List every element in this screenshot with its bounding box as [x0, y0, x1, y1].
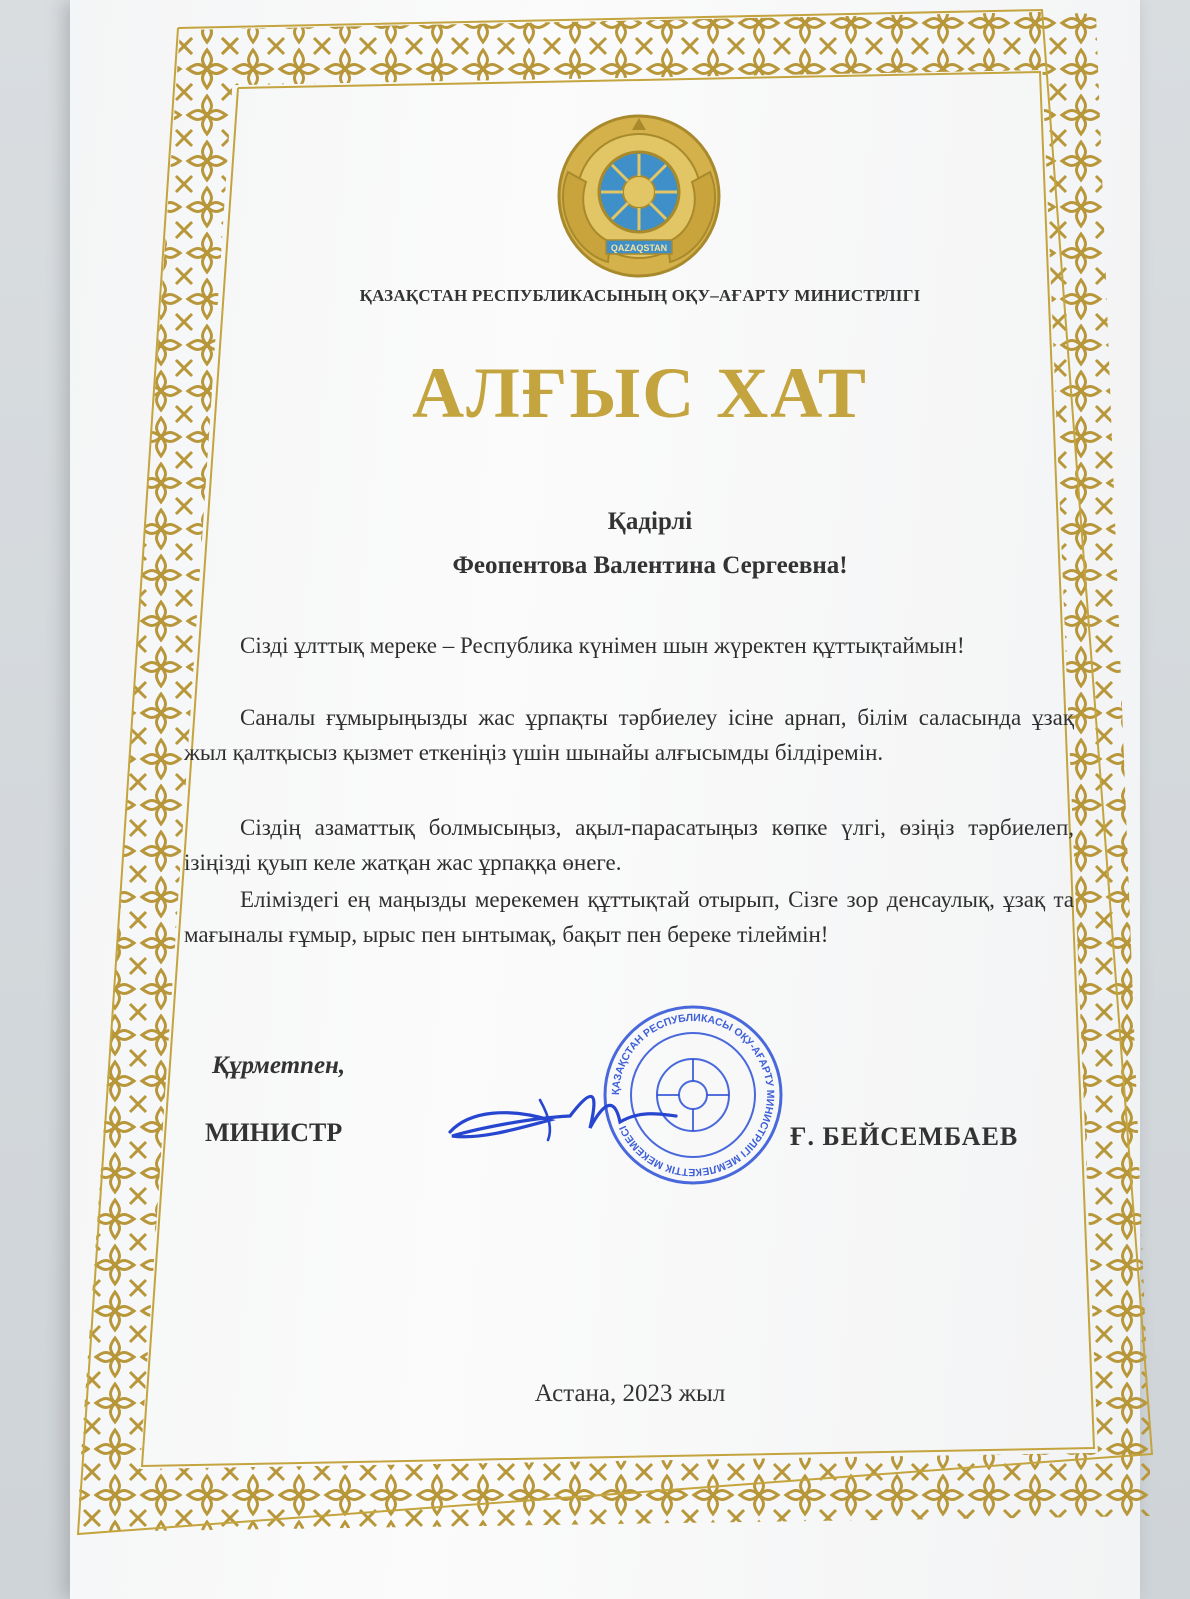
signer-name: Ғ. БЕЙСЕМБАЕВ: [790, 1122, 1019, 1151]
salutation-line-1: Қадірлі: [607, 508, 693, 535]
place-and-date: Астана, 2023 жыл: [534, 1380, 726, 1407]
body-paragraph-2: Саналы ғұмырыңызды жас ұрпақты тәрбиелеу ісіне арнап, білім саласында ұзақ жыл қалтқысыз қызмет еткеніңіз үшін шынайы алғысымды білдіремін.: [184, 705, 1074, 765]
ministry-header: ҚАЗАҚСТАН РЕСПУБЛИКАСЫНЫҢ ОҚУ–АҒАРТУ МИНИСТРЛІГІ: [359, 286, 921, 305]
closing-regards: Құрметпен,: [212, 1052, 346, 1079]
recipient-name: Феопентова Валентина Сергеевна!: [452, 552, 848, 579]
body-paragraph-4: Еліміздегі ең маңызды мерекемен құттықтай отырып, Сізге зор денсаулық, ұзақ та мағыналы ғұмыр, ырыс пен ынтымақ, бақыт пен береке тілеймін!: [184, 887, 1074, 947]
signer-position: МИНИСТР: [205, 1118, 343, 1147]
state-emblem: [548, 112, 730, 280]
emblem-label: QAZAQSTAN: [610, 243, 668, 253]
stamp-ring-text: ҚАЗАҚСТАН РЕСПУБЛИКАСЫ ОҚУ-АҒАРТУ МИНИСТРЛІГІ МЕМЛЕКЕТТІК МЕКЕМЕСІ: [609, 1011, 777, 1179]
handwritten-signature: [440, 1070, 680, 1160]
body-paragraph-3: Сіздің азаматтық болмысыңыз, ақыл-парасатыңыз көпке үлгі, өзіңіз тәрбиелеп, ізіңізді қуып келе жатқан жас ұрпаққа өнеге.: [184, 815, 1074, 875]
body-paragraph-1: Сізді ұлттық мереке – Республика күнімен шын жүректен құттықтаймын!: [240, 633, 965, 658]
certificate-title: АЛҒЫС ХАТ: [412, 353, 868, 433]
